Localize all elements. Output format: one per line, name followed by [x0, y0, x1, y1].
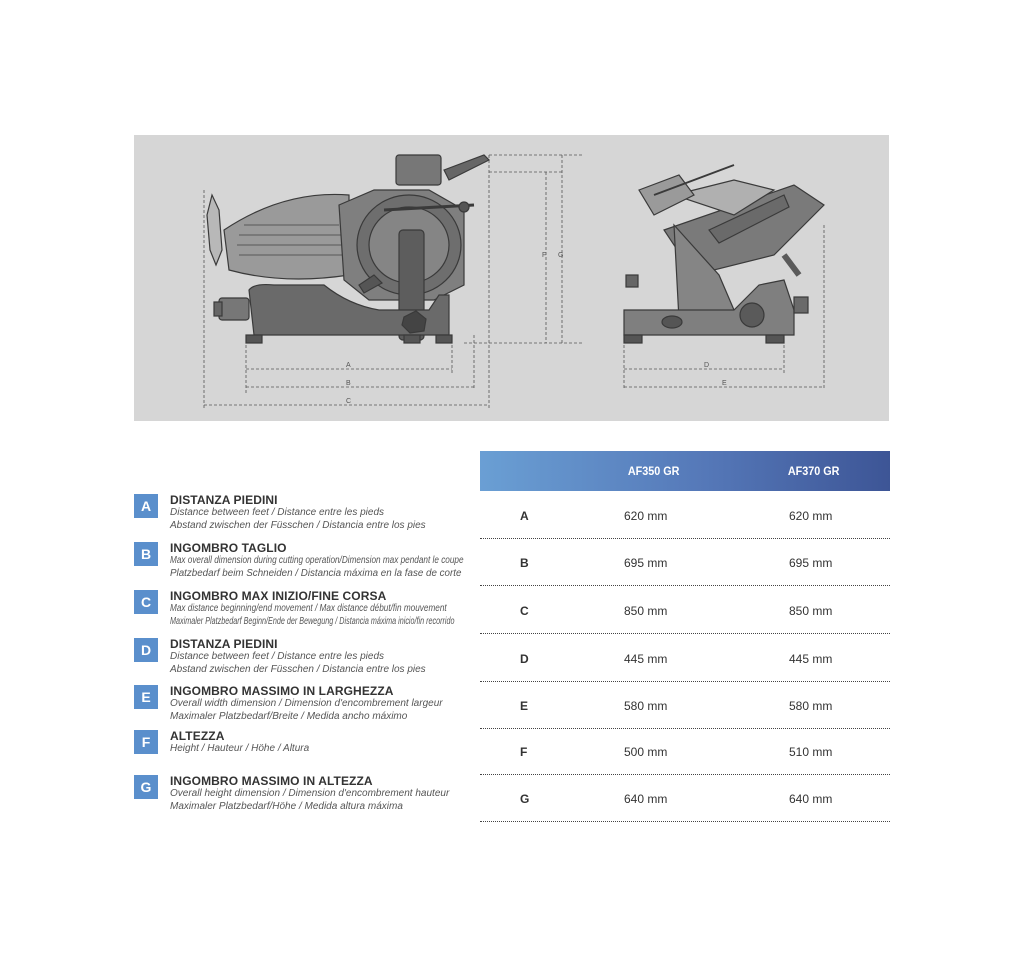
row-letter: D: [520, 652, 529, 666]
legend-badge: E: [134, 685, 158, 709]
value-af370: 640 mm: [789, 792, 833, 806]
row-letter: F: [520, 745, 528, 759]
dim-label-f: F: [542, 252, 547, 259]
slicer-side-view: [207, 155, 489, 343]
value-af350: 620 mm: [624, 509, 668, 523]
legend-desc-line2: Platzbedarf beim Schneiden / Distancia máxima en la fase de corte: [170, 568, 462, 579]
technical-drawing-panel: [134, 135, 889, 421]
legend-badge: D: [134, 638, 158, 662]
slicer-front-view: [624, 165, 824, 343]
value-af370: 850 mm: [789, 604, 833, 618]
value-af350: 445 mm: [624, 652, 668, 666]
dim-label-g: G: [558, 252, 564, 259]
value-af350: 695 mm: [624, 556, 668, 570]
legend-title: ALTEZZA: [170, 729, 225, 743]
value-af370: 580 mm: [789, 699, 833, 713]
column-header-af350: AF350 GR: [627, 464, 680, 478]
legend-title: INGOMBRO TAGLIO: [170, 541, 287, 555]
table-row: [480, 728, 890, 775]
table-row: [480, 682, 890, 729]
legend-desc-line1: Overall width dimension / Dimension d'encombrement largeur: [170, 698, 443, 709]
legend-title: INGOMBRO MAX INIZIO/FINE CORSA: [170, 589, 387, 603]
legend-desc-line1: Max overall dimension during cutting operation/Dimension max pendant le coupe: [170, 555, 464, 566]
dim-label-d: D: [704, 362, 710, 369]
value-af370: 620 mm: [789, 509, 833, 523]
legend-desc-line1: Max distance beginning/end movement / Max distance début/fin mouvement: [170, 603, 447, 614]
value-af350: 640 mm: [624, 792, 668, 806]
row-letter: C: [520, 604, 529, 618]
dim-label-a: A: [346, 362, 351, 369]
legend-badge: F: [134, 730, 158, 754]
table-row: [480, 775, 890, 822]
table-row: [480, 539, 890, 586]
legend-title: DISTANZA PIEDINI: [170, 493, 278, 507]
value-af370: 445 mm: [789, 652, 833, 666]
legend-desc-line1: Height / Hauteur / Höhe / Altura: [170, 743, 310, 754]
legend-desc-line1: Overall height dimension / Dimension d'encombrement hauteur: [170, 788, 450, 799]
legend-desc-line2: Abstand zwischen der Füsschen / Distancia entre los pies: [170, 520, 426, 531]
legend-badge: A: [134, 494, 158, 518]
legend-desc-line2: Maximaler Platzbedarf/Höhe / Medida altura máxima: [170, 801, 403, 812]
row-letter: G: [520, 792, 530, 806]
dim-label-b: B: [346, 380, 351, 387]
legend-title: INGOMBRO MASSIMO IN LARGHEZZA: [170, 684, 394, 698]
value-af370: 695 mm: [789, 556, 833, 570]
table-row: [480, 635, 890, 682]
legend-desc-line2: Maximaler Platzbedarf/Breite / Medida ancho máximo: [170, 711, 408, 722]
legend-title: DISTANZA PIEDINI: [170, 637, 278, 651]
value-af350: 580 mm: [624, 699, 668, 713]
value-af350: 850 mm: [624, 604, 668, 618]
row-letter: A: [520, 509, 529, 523]
legend-badge: C: [134, 590, 158, 614]
legend-desc-line2: Maximaler Platzbedarf Beginn/Ende der Bewegung / Distancia máxima inicio/fin recorrido: [170, 616, 455, 627]
table-header: [480, 451, 890, 491]
legend-badge: B: [134, 542, 158, 566]
table-row: [480, 587, 890, 634]
legend-desc-line2: Abstand zwischen der Füsschen / Distancia entre los pies: [170, 664, 426, 675]
value-af350: 500 mm: [624, 745, 668, 759]
column-header-af370: AF370 GR: [787, 464, 840, 478]
slicer-drawing: [134, 135, 889, 421]
dim-label-c: C: [346, 398, 352, 405]
legend-desc-line1: Distance between feet / Distance entre les pieds: [170, 507, 385, 518]
table-row: [480, 492, 890, 539]
legend-desc-line1: Distance between feet / Distance entre les pieds: [170, 651, 385, 662]
legend-title: INGOMBRO MASSIMO IN ALTEZZA: [170, 774, 373, 788]
row-letter: B: [520, 556, 529, 570]
legend-badge: G: [134, 775, 158, 799]
row-letter: E: [520, 699, 529, 713]
dim-label-e: E: [722, 380, 727, 387]
value-af370: 510 mm: [789, 745, 833, 759]
